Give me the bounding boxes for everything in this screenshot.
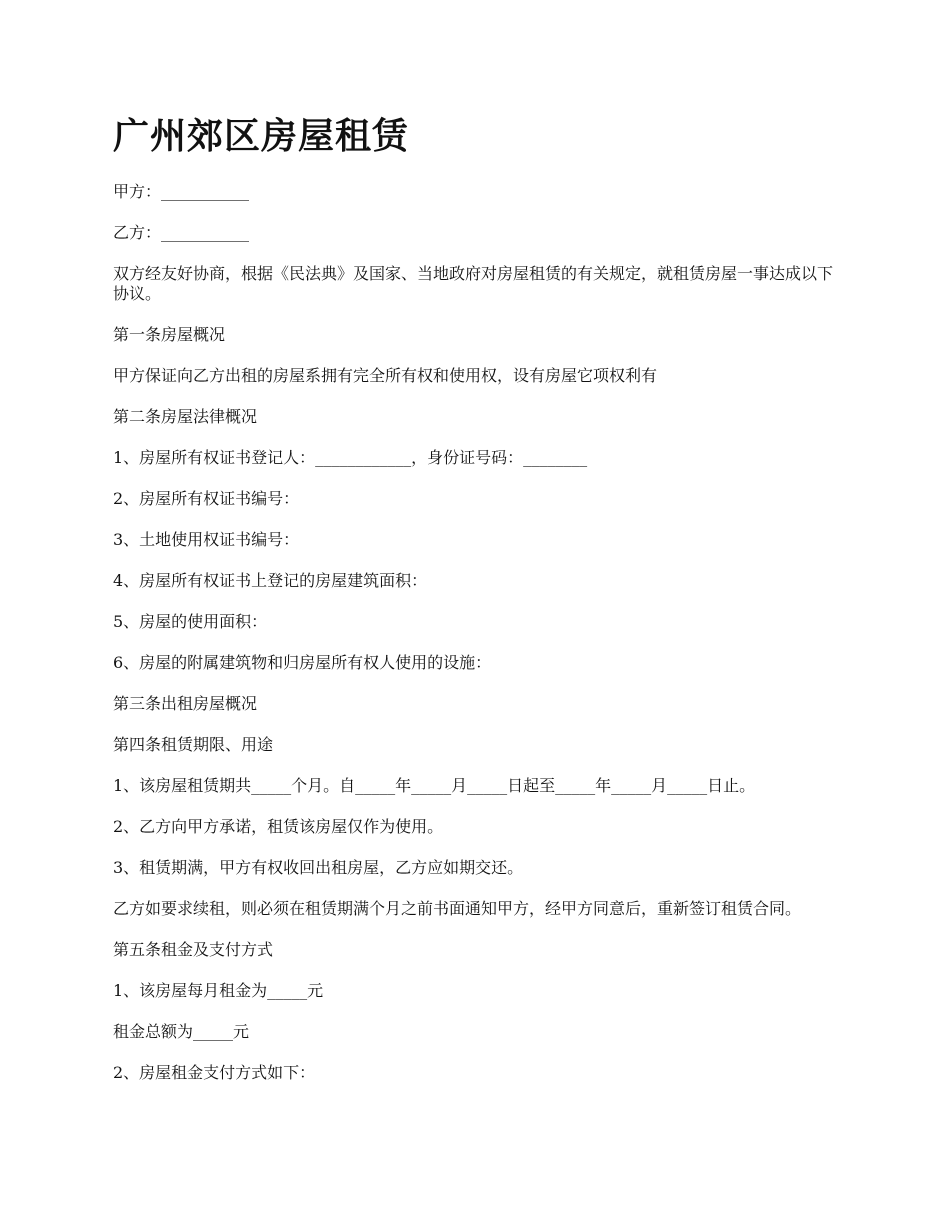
document-title: 广州郊区房屋租赁 bbox=[113, 115, 410, 157]
article-5-item-1: 1、该房屋每月租金为_____元 bbox=[113, 981, 324, 1000]
article-2-item-4: 4、房屋所有权证书上登记的房屋建筑面积： bbox=[113, 571, 428, 590]
article-2-item-1: 1、房屋所有权证书登记人：____________，身份证号码：________ bbox=[113, 448, 588, 467]
document-body bbox=[113, 182, 843, 1083]
intro-paragraph: 双方经友好协商，根据《民法典》及国家、当地政府对房屋租赁的有关规定，就租赁房屋一事达成以下协议。 bbox=[113, 264, 834, 303]
party-b-line: 乙方：___________ bbox=[113, 223, 250, 242]
article-1-text: 甲方保证向乙方出租的房屋系拥有完全所有权和使用权，设有房屋它项权利有 bbox=[113, 366, 658, 385]
article-2-item-3: 3、土地使用权证书编号： bbox=[113, 530, 300, 549]
article-2-item-5: 5、房屋的使用面积： bbox=[113, 612, 268, 631]
article-5-heading: 第五条租金及支付方式 bbox=[113, 940, 274, 959]
article-4-item-1: 1、该房屋租赁期共_____个月。自_____年_____月_____日起至_____年_____月_____日止。 bbox=[113, 776, 756, 795]
article-4-item-3: 3、租赁期满，甲方有权收回出租房屋，乙方应如期交还。 bbox=[113, 858, 524, 877]
article-1-heading: 第一条房屋概况 bbox=[113, 325, 226, 344]
renewal-paragraph: 乙方如要求续租，则必须在租赁期满个月之前书面通知甲方，经甲方同意后，重新签订租赁合同。 bbox=[113, 899, 802, 918]
party-a-line: 甲方：___________ bbox=[113, 182, 250, 201]
document-page bbox=[113, 112, 843, 1104]
article-4-heading: 第四条租赁期限、用途 bbox=[113, 735, 274, 754]
article-3-heading: 第三条出租房屋概况 bbox=[113, 694, 258, 713]
total-rent-line: 租金总额为_____元 bbox=[113, 1022, 250, 1041]
article-4-item-2: 2、乙方向甲方承诺，租赁该房屋仅作为使用。 bbox=[113, 817, 444, 836]
article-2-item-2: 2、房屋所有权证书编号： bbox=[113, 489, 300, 508]
article-2-item-6: 6、房屋的附属建筑物和归房屋所有权人使用的设施： bbox=[113, 653, 492, 672]
article-5-item-2: 2、房屋租金支付方式如下： bbox=[113, 1063, 316, 1082]
article-2-heading: 第二条房屋法律概况 bbox=[113, 407, 258, 426]
